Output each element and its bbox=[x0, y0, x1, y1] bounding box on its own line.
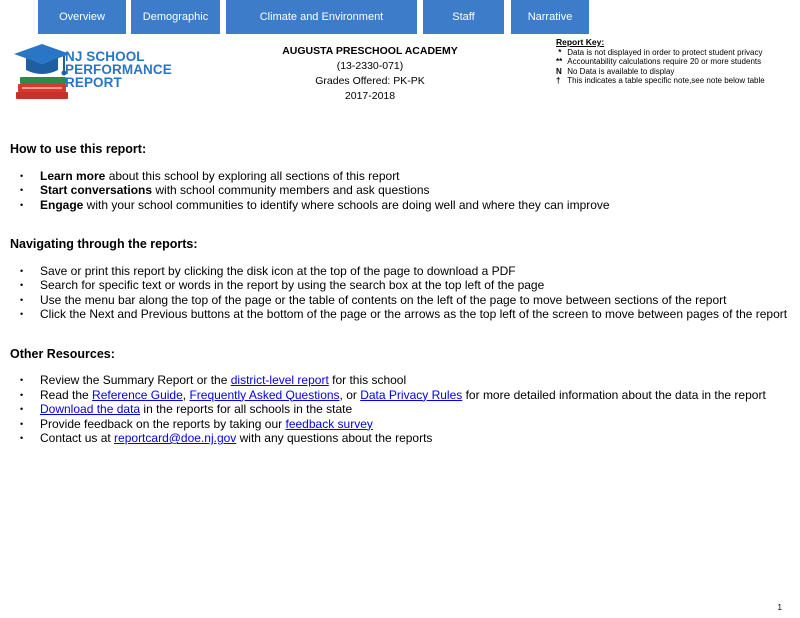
list-item: • Search for specific text or words in the report by using the search box at the top left of the page bbox=[40, 278, 790, 293]
navigating-section bbox=[10, 237, 790, 322]
school-info bbox=[260, 44, 480, 104]
tab-staff[interactable]: Staff bbox=[423, 0, 504, 34]
resources-section bbox=[10, 347, 790, 446]
report-key-row: ** Accountability calculations require 20 or more students bbox=[556, 57, 762, 66]
faq-link[interactable]: Frequently Asked Questions bbox=[189, 387, 340, 402]
list-item: • Contact us at reportcard@doe.nj.gov with any questions about the reports bbox=[40, 431, 790, 446]
list-item: • Review the Summary Report or the district-level report for this school bbox=[40, 373, 790, 388]
report-key-row: † This indicates a table specific note,see note below table bbox=[556, 76, 765, 85]
list-item: • Use the menu bar along the top of the page or the table of contents on the left of the page to move between sections of the report bbox=[40, 293, 790, 308]
list-item: • Read the Reference Guide, Frequently Asked Questions, or Data Privacy Rules for more detailed information about the data in the report bbox=[40, 388, 790, 403]
list-item: • Save or print this report by clicking the disk icon at the top of the page to download a PDF bbox=[40, 264, 790, 279]
report-key-row: * Data is not displayed in order to protect student privacy bbox=[558, 47, 763, 57]
list-item: • Download the data in the reports for all schools in the state bbox=[40, 402, 790, 417]
tab-narrative[interactable]: Narrative bbox=[511, 0, 589, 34]
navigating-heading: Navigating through the reports: bbox=[10, 237, 198, 251]
grades-offered: Grades Offered: PK-PK bbox=[315, 75, 425, 87]
download-data-link[interactable]: Download the data bbox=[40, 402, 141, 416]
how-to-heading: How to use this report: bbox=[10, 142, 147, 156]
district-report-link[interactable]: district-level report bbox=[230, 373, 329, 387]
tab-overview[interactable]: Overview bbox=[38, 0, 126, 34]
list-item: • Provide feedback on the reports by taking our feedback survey bbox=[40, 417, 790, 432]
data-privacy-rules-link[interactable]: Data Privacy Rules bbox=[360, 387, 463, 402]
report-key-title: Report Key: bbox=[556, 37, 605, 47]
logo-wordmark: NJ SCHOOL PERFORMANCE REPORT bbox=[65, 49, 172, 90]
how-to-section bbox=[10, 142, 790, 212]
school-code: (13-2330-071) bbox=[336, 60, 404, 72]
list-item: • Click the Next and Previous buttons at the bottom of the page or the arrows as the top left of the screen to move between pages of the report bbox=[40, 307, 790, 322]
feedback-survey-link[interactable]: feedback survey bbox=[285, 416, 373, 431]
contact-email-link[interactable]: reportcard@doe.nj.gov bbox=[114, 431, 237, 445]
report-key-row: N No Data is available to display bbox=[556, 66, 675, 76]
tab-demographic[interactable]: Demographic bbox=[131, 0, 220, 34]
school-name: AUGUSTA PRESCHOOL ACADEMY bbox=[282, 45, 458, 57]
report-key bbox=[556, 38, 796, 86]
list-item: • Learn more about this school by exploring all sections of this report bbox=[40, 169, 790, 184]
list-item: • Engage with your school communities to identify where schools are doing well and where they can improve bbox=[40, 198, 790, 213]
resources-heading: Other Resources: bbox=[10, 346, 115, 361]
school-year: 2017-2018 bbox=[344, 90, 396, 102]
page-number: 1 bbox=[777, 603, 782, 612]
tab-climate-and-environment[interactable]: Climate and Environment bbox=[226, 0, 417, 34]
list-item: • Start conversations with school community members and ask questions bbox=[40, 183, 790, 198]
main-content bbox=[10, 142, 790, 471]
reference-guide-link[interactable]: Reference Guide bbox=[92, 387, 183, 402]
